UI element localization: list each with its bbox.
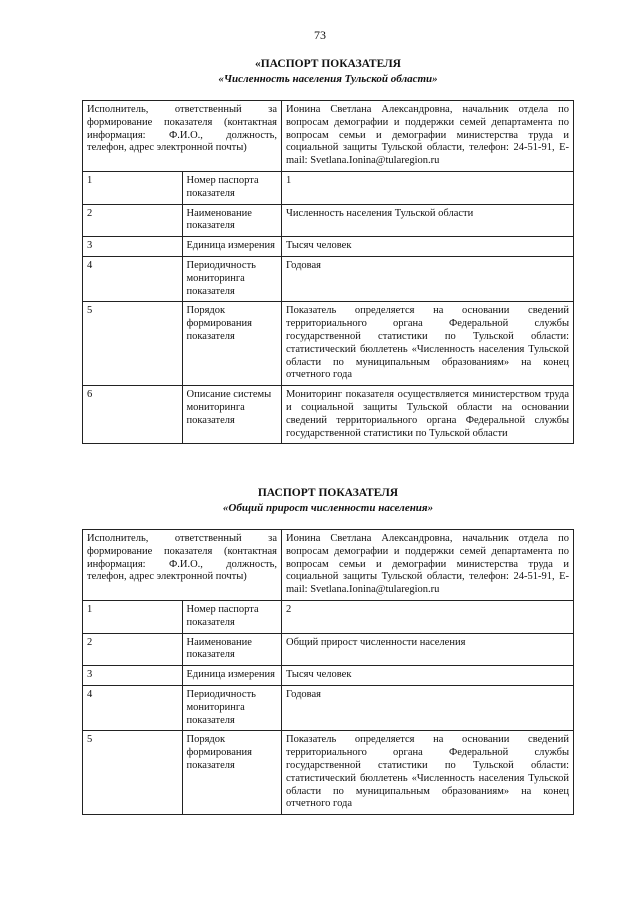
row-label: Периодичность мониторинга показателя bbox=[182, 685, 282, 730]
row-number: 6 bbox=[83, 386, 183, 444]
table-row bbox=[83, 666, 574, 686]
row-number: 5 bbox=[83, 731, 183, 815]
passport-subtitle: «Численность населения Тульской области» bbox=[218, 73, 438, 85]
row-label: Номер паспорта показателя bbox=[182, 171, 282, 204]
table-row bbox=[83, 685, 574, 730]
row-value: 2 bbox=[282, 600, 574, 633]
passport-table bbox=[82, 100, 574, 444]
row-number: 4 bbox=[83, 685, 183, 730]
table-row bbox=[83, 171, 574, 204]
passport-2 bbox=[82, 486, 574, 815]
row-label: Единица измерения bbox=[182, 666, 282, 686]
row-number: 2 bbox=[83, 633, 183, 666]
executor-label: Исполнитель, ответственный за формирование показателя (контактная информация: Ф.И.О., должность, телефон, адрес электронной почты) bbox=[83, 101, 282, 172]
row-label: Единица измерения bbox=[182, 237, 282, 257]
row-value: Общий прирост численности населения bbox=[282, 633, 574, 666]
passport-1 bbox=[82, 57, 574, 444]
table-row bbox=[83, 256, 574, 301]
row-label: Наименование показателя bbox=[182, 204, 282, 237]
row-value: Тысяч человек bbox=[282, 666, 574, 686]
row-number: 5 bbox=[83, 302, 183, 386]
row-number: 1 bbox=[83, 600, 183, 633]
row-label: Наименование показателя bbox=[182, 633, 282, 666]
table-row bbox=[83, 386, 574, 444]
row-label: Описание системы мониторинга показателя bbox=[182, 386, 282, 444]
row-value: Мониторинг показателя осуществляется министерством труда и социальной защиты Тульской области на основании сведений территориального органа Федеральной службы государственной статистики по Тульской области bbox=[282, 386, 574, 444]
row-value: Показатель определяется на основании сведений территориального органа Федеральной службы государственной статистики по Тульской области: статистический бюллетень «Численность населения Тульской области по муниципальным образованиям» на конец отчетного года bbox=[282, 302, 574, 386]
row-number: 3 bbox=[83, 666, 183, 686]
executor-value: Ионина Светлана Александровна, начальник отдела по вопросам демографии и поддержки семей департамента по вопросам семьи и демографии министерства труда и социальной защиты Тульской области, телефон: 24-51-91, E-mail: Svetlana.Ionina@tularegion.ru bbox=[282, 101, 574, 172]
row-number: 2 bbox=[83, 204, 183, 237]
table-row bbox=[83, 600, 574, 633]
table-row bbox=[83, 302, 574, 386]
row-label: Порядок формирования показателя bbox=[182, 731, 282, 815]
passport-title: ПАСПОРТ ПОКАЗАТЕЛЯ bbox=[257, 487, 399, 499]
passport-table bbox=[82, 529, 574, 815]
row-value: Численность населения Тульской области bbox=[282, 204, 574, 237]
executor-label: Исполнитель, ответственный за формирование показателя (контактная информация: Ф.И.О., должность, телефон, адрес электронной почты) bbox=[83, 530, 282, 601]
passport-title: «ПАСПОРТ ПОКАЗАТЕЛЯ bbox=[254, 58, 401, 70]
row-value: Годовая bbox=[282, 685, 574, 730]
table-row bbox=[83, 237, 574, 257]
table-row bbox=[83, 731, 574, 815]
row-label: Номер паспорта показателя bbox=[182, 600, 282, 633]
table-row bbox=[83, 633, 574, 666]
executor-row bbox=[83, 530, 574, 601]
row-number: 3 bbox=[83, 237, 183, 257]
table-row bbox=[83, 204, 574, 237]
row-label: Порядок формирования показателя bbox=[182, 302, 282, 386]
page-number: 73 bbox=[314, 28, 326, 42]
row-number: 1 bbox=[83, 171, 183, 204]
row-value: Тысяч человек bbox=[282, 237, 574, 257]
executor-row bbox=[83, 101, 574, 172]
executor-value: Ионина Светлана Александровна, начальник отдела по вопросам демографии и поддержки семей департамента по вопросам семьи и демографии министерства труда и социальной защиты Тульской области, телефон: 24-51-91, E-mail: Svetlana.Ionina@tularegion.ru bbox=[282, 530, 574, 601]
row-number: 4 bbox=[83, 256, 183, 301]
row-value: Годовая bbox=[282, 256, 574, 301]
row-label: Периодичность мониторинга показателя bbox=[182, 256, 282, 301]
row-value: 1 bbox=[282, 171, 574, 204]
passport-subtitle: «Общий прирост численности населения» bbox=[222, 502, 434, 514]
row-value: Показатель определяется на основании сведений территориального органа Федеральной службы государственной статистики по Тульской области: статистический бюллетень «Численность населения Тульской области по муниципальным образованиям» на конец отчетного года bbox=[282, 731, 574, 815]
